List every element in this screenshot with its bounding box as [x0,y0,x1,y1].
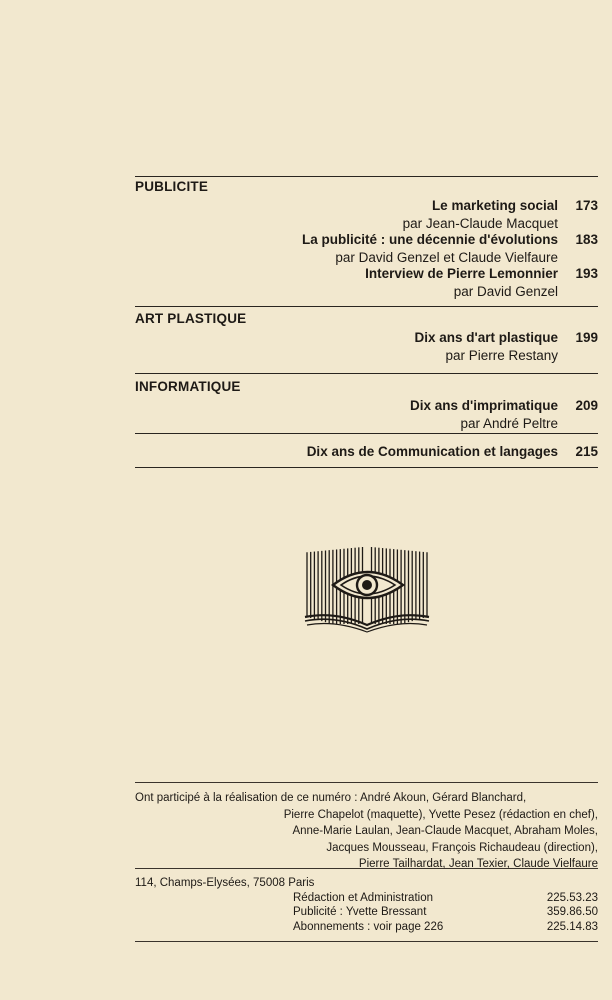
contributors-block [135,790,598,873]
contributors-line: Ont participé à la réalisation de ce numéro : André Akoun, Gérard Blanchard, [135,792,527,804]
contact-phone: 225.14.83 [546,920,598,933]
entry-page-number: 183 [575,232,598,247]
section-heading: PUBLICITE [135,179,209,194]
section-closing [135,442,598,461]
contact-label: Rédaction et Administration [293,891,433,904]
entry-title: La publicité : une décennie d'évolutions [302,232,558,247]
toc-entry[interactable] [135,196,598,232]
toc-entry[interactable] [135,396,598,432]
section-divider [135,176,598,177]
section-divider [135,868,598,869]
entry-page-number: 215 [575,444,598,459]
entry-author: par André Peltre [460,416,558,431]
open-book-eye-icon [303,541,431,633]
entry-title: Dix ans d'imprimatique [410,398,558,413]
entry-author: par David Genzel [453,284,558,299]
section-divider [135,782,598,783]
entry-title: Dix ans de Communication et langages [306,444,558,459]
contact-phone: 359.86.50 [546,906,598,918]
section-heading: INFORMATIQUE [135,379,241,394]
contributors-line: Pierre Chapelot (maquette), Yvette Pesez (rédaction en chef), [283,808,598,821]
entry-page-number: 173 [575,198,598,213]
entry-title: Interview de Pierre Lemonnier [365,266,558,281]
section-heading: ART PLASTIQUE [135,311,247,326]
contributors-line: Anne-Marie Laulan, Jean-Claude Macquet, Abraham Moles, [292,825,598,837]
entry-title: Le marketing social [431,198,558,213]
section-divider [135,306,598,307]
section-divider [135,467,598,468]
contact-row [135,891,598,906]
section-art-plastique [135,311,598,364]
contributors-line: Jacques Mousseau, François Richaudeau (direction), [326,841,598,854]
toc-entry[interactable] [135,264,598,300]
entry-page-number: 193 [575,266,598,281]
contact-phone: 225.53.23 [546,891,598,904]
contact-row [135,920,598,935]
address-block [135,876,598,934]
entry-page-number: 209 [575,398,598,413]
toc-entry[interactable] [135,328,598,364]
entry-author: par Jean-Claude Macquet [402,216,558,231]
section-divider [135,941,598,942]
section-divider [135,373,598,374]
entry-page-number: 199 [575,330,598,345]
toc-entry[interactable] [135,442,598,461]
toc-entry[interactable] [135,230,598,266]
entry-title: Dix ans d'art plastique [414,330,558,345]
contact-label: Publicité : Yvette Bressant [293,906,427,918]
contact-label: Abonnements : voir page 226 [293,920,444,933]
entry-author: par Pierre Restany [445,348,558,363]
contact-row [135,905,598,920]
contributors-line: Pierre Tailhardat, Jean Texier, Claude Vielfaure [358,858,598,870]
section-publicite [135,179,598,300]
street-address: 114, Champs-Elysées, 75008 Paris [135,877,315,889]
section-divider [135,433,598,434]
section-informatique [135,379,598,432]
entry-author: par David Genzel et Claude Vielfaure [335,250,558,265]
